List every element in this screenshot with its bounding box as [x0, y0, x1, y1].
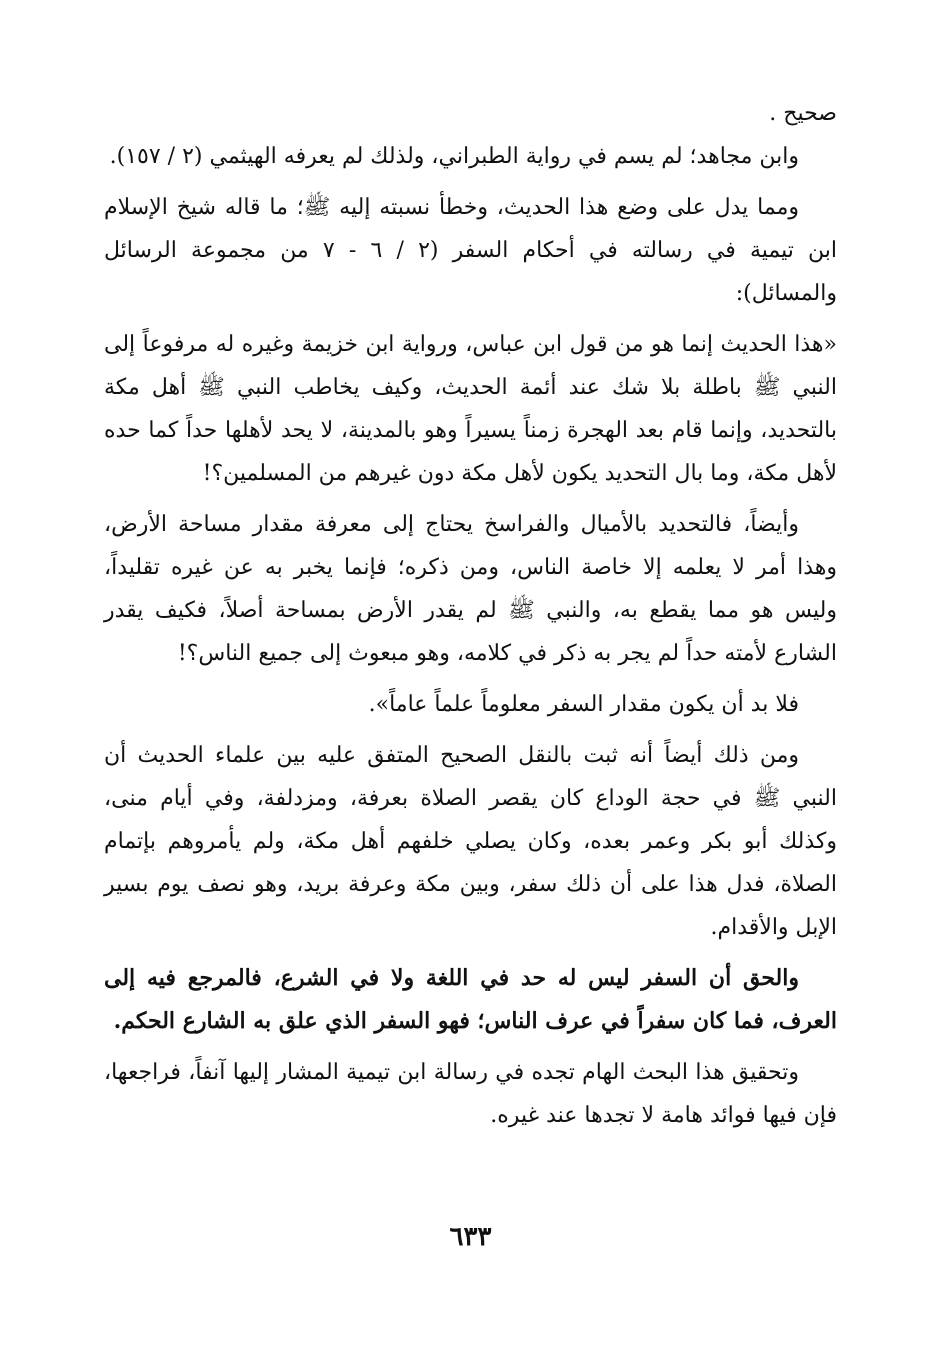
paragraph-sahih: صحيح .	[769, 101, 837, 126]
paragraph-quote-miles: وأيضاً، فالتحديد بالأميال والفراسخ يحتاج إلى معرفة مقدار مساحة الأرض، وهذا أمر لا يعلمه إلا خاصة الناس، ومن ذكره؛ فإنما يخبر به عن غيره تقليداً، وليس هو مما يقطع به، والنبي ﷺ لم يقدر الأرض بمساحة أصلاً، فكيف يقدر الشارع لأمته حداً لم يجر به ذكر في كلامه، وهو مبعوث إلى جميع الناس؟!	[104, 512, 837, 666]
page-number: ٦٣٣	[449, 1222, 492, 1252]
paragraph-ibn-taymiyyah-intro: ومما يدل على وضع هذا الحديث، وخطأ نسبته إليه ﷺ؛ ما قاله شيخ الإسلام ابن تيمية في رسالته في أحكام السفر (٢ / ٦ - ٧ من مجموعة الرسائل والمسائل):	[104, 195, 838, 306]
paragraph-ibn-mujahid: وابن مجاهد؛ لم يسم في رواية الطبراني، ولذلك لم يعرفه الهيثمي (٢ / ١٥٧).	[109, 144, 799, 169]
paragraph-reference: وتحقيق هذا البحث الهام تجده في رسالة ابن تيمية المشار إليها آنفاً، فراجعها، فإن فيها فوائد هامة لا تجدها عند غيره.	[104, 1060, 837, 1128]
paragraph-quote-hadith: «هذا الحديث إنما هو من قول ابن عباس، ورواية ابن خزيمة وغيره له مرفوعاً إلى النبي ﷺ باطلة بلا شك عند أئمة الحديث، وكيف يخاطب النبي ﷺ أهل مكة بالتحديد، وإنما قام بعد الهجرة زمناً يسيراً وهو بالمدينة، لا يحد لأهلها حداً كما حده لأهل مكة، وما بال التحديد يكون لأهل مكة دون غيرهم من المسلمين؟!	[104, 332, 837, 486]
paragraph-hajj-qasr: ومن ذلك أيضاً أنه ثبت بالنقل الصحيح المتفق عليه بين علماء الحديث أن النبي ﷺ في حجة الوداع كان يقصر الصلاة بعرفة، ومزدلفة، وفي أيام منى، وكذلك أبو بكر وعمر بعده، وكان يصلي خلفهم أهل مكة، ولم يأمروهم بإتمام الصلاة، فدل هذا على أن ذلك سفر، وبين مكة وعرفة بريد، وهو نصف يوم بسير الإبل والأقدام.	[104, 743, 837, 940]
paragraph-quote-conclusion: فلا بد أن يكون مقدار السفر معلوماً علماً عاماً».	[368, 692, 799, 717]
paragraph-truth-bold: والحق أن السفر ليس له حد في اللغة ولا في الشرع، فالمرجع فيه إلى العرف، فما كان سفراً في عرف الناس؛ فهو السفر الذي علق به الشارع الحكم.	[104, 965, 837, 1034]
